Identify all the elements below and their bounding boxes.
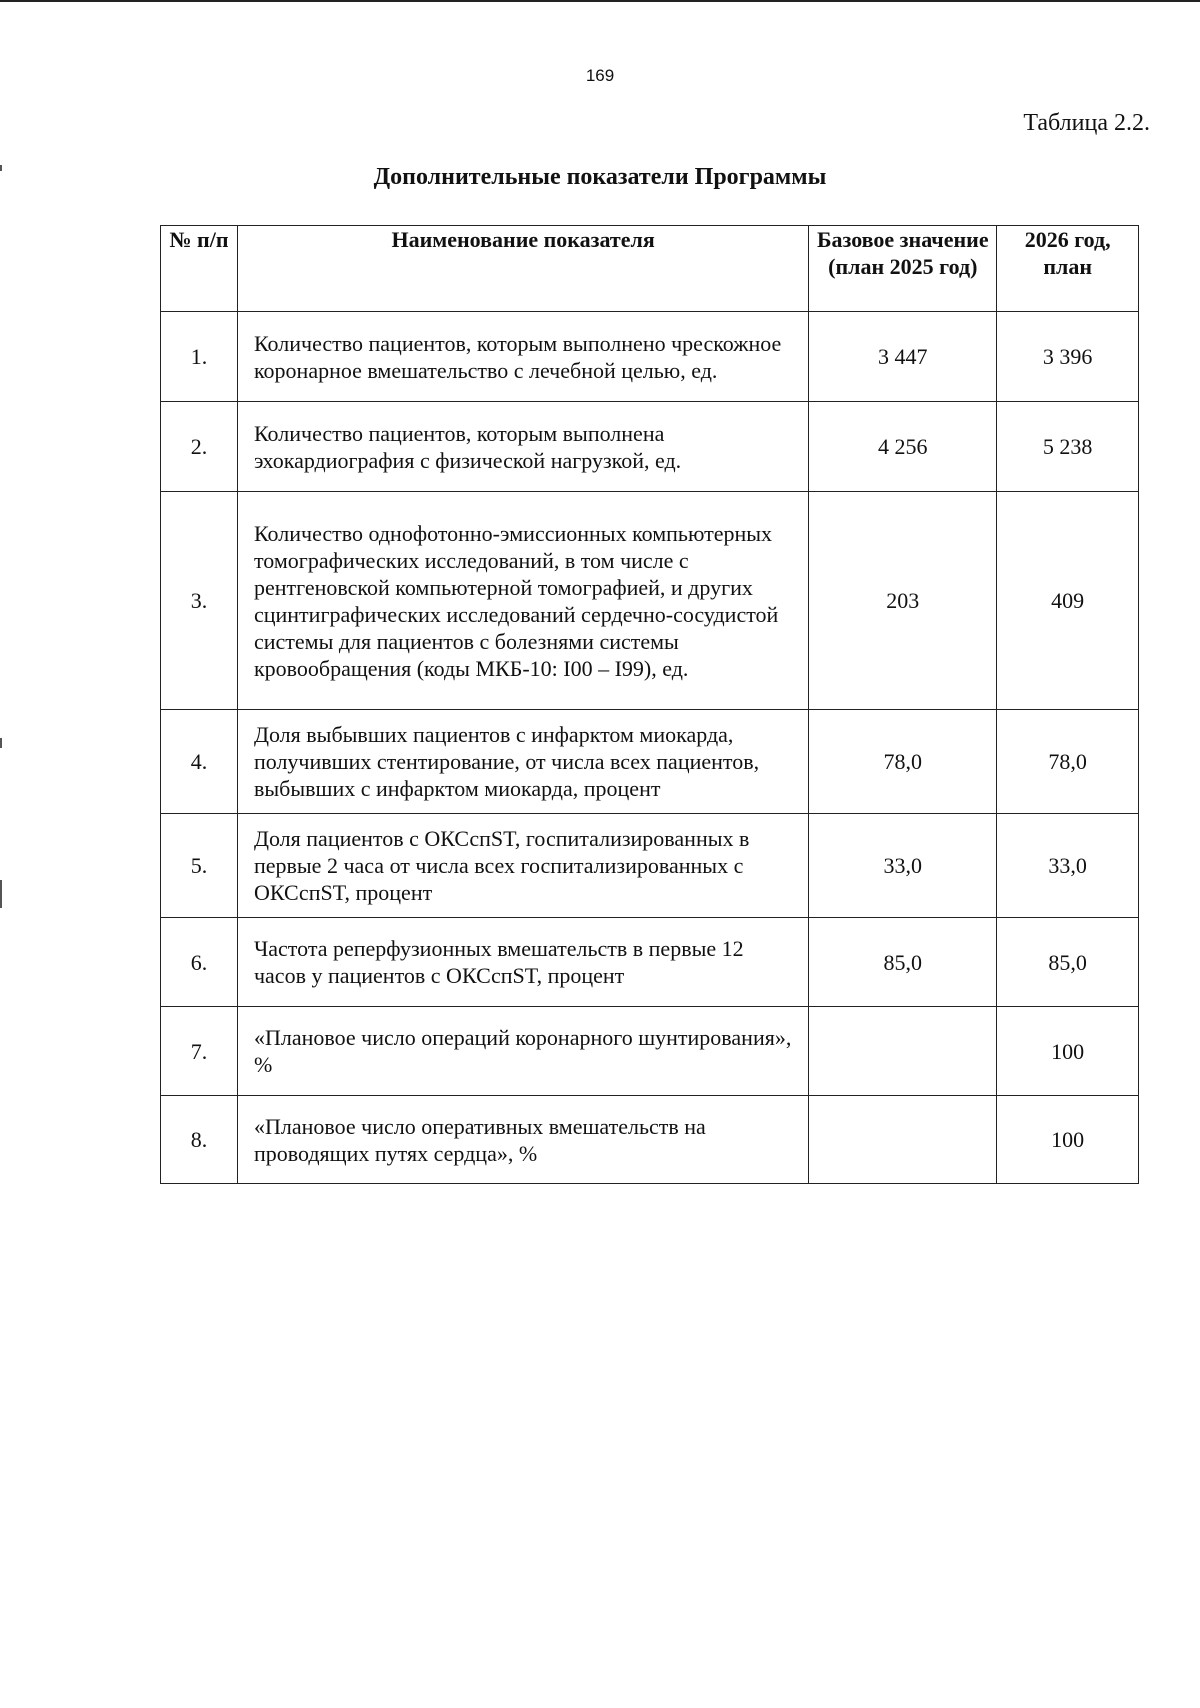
table-label: Таблица 2.2. [1023, 110, 1150, 136]
scan-margin-mark [0, 738, 2, 748]
base-value: 203 [809, 492, 997, 710]
table-row [161, 402, 1139, 492]
base-value: 3 447 [809, 312, 997, 402]
plan-value: 3 396 [997, 312, 1139, 402]
table-row [161, 492, 1139, 710]
document-title: Дополнительные показатели Программы [373, 164, 827, 190]
plan-value: 5 238 [997, 402, 1139, 492]
header-base-value: Базовое значение (план 2025 год) [809, 226, 997, 312]
row-number: 8. [161, 1096, 238, 1184]
indicator-name: Доля пациентов с ОКСспST, госпитализированных в первые 2 часа от числа всех госпитализированных с ОКСспST, процент [237, 814, 808, 918]
row-number: 1. [161, 312, 238, 402]
base-value: 85,0 [809, 918, 997, 1007]
header-plan-2026: 2026 год, план [997, 226, 1139, 312]
plan-value: 100 [997, 1007, 1139, 1096]
header-number: № п/п [161, 226, 238, 312]
base-value [809, 1007, 997, 1096]
indicator-name: Количество пациентов, которым выполнена эхокардиография с физической нагрузкой, ед. [237, 402, 808, 492]
row-number: 7. [161, 1007, 238, 1096]
table-row [161, 312, 1139, 402]
table-header-row [161, 226, 1139, 312]
plan-value: 33,0 [997, 814, 1139, 918]
row-number: 4. [161, 710, 238, 814]
page-number: 169 [585, 66, 615, 85]
indicator-name: «Плановое число оперативных вмешательств на проводящих путях сердца», % [237, 1096, 808, 1184]
base-value: 78,0 [809, 710, 997, 814]
plan-value: 85,0 [997, 918, 1139, 1007]
indicator-name: «Плановое число операций коронарного шунтирования», % [237, 1007, 808, 1096]
scan-top-rule [0, 0, 1200, 2]
row-number: 5. [161, 814, 238, 918]
row-number: 6. [161, 918, 238, 1007]
plan-value: 78,0 [997, 710, 1139, 814]
header-indicator-name: Наименование показателя [237, 226, 808, 312]
table-row [161, 1096, 1139, 1184]
indicator-name: Количество однофотонно-эмиссионных компьютерных томографических исследований, в том числе с рентгеновской компьютерной томографией, и других сцинтиграфических исследований сердечно-сосудистой системы для пациентов с болезнями системы кровообращения (коды МКБ-10: I00 – I99), ед. [237, 492, 808, 710]
base-value [809, 1096, 997, 1184]
row-number: 2. [161, 402, 238, 492]
base-value: 33,0 [809, 814, 997, 918]
plan-value: 409 [997, 492, 1139, 710]
table-row [161, 710, 1139, 814]
base-value: 4 256 [809, 402, 997, 492]
indicators-table [160, 225, 1139, 1184]
plan-value: 100 [997, 1096, 1139, 1184]
indicator-name: Доля выбывших пациентов с инфарктом миокарда, получивших стентирование, от числа всех пациентов, выбывших с инфарктом миокарда, процент [237, 710, 808, 814]
table-row [161, 918, 1139, 1007]
indicator-name: Количество пациентов, которым выполнено чрескожное коронарное вмешательство с лечебной целью, ед. [237, 312, 808, 402]
indicator-name: Частота реперфузионных вмешательств в первые 12 часов у пациентов с ОКСспST, процент [237, 918, 808, 1007]
table-row [161, 1007, 1139, 1096]
table-row [161, 814, 1139, 918]
row-number: 3. [161, 492, 238, 710]
scan-margin-mark [0, 880, 2, 908]
